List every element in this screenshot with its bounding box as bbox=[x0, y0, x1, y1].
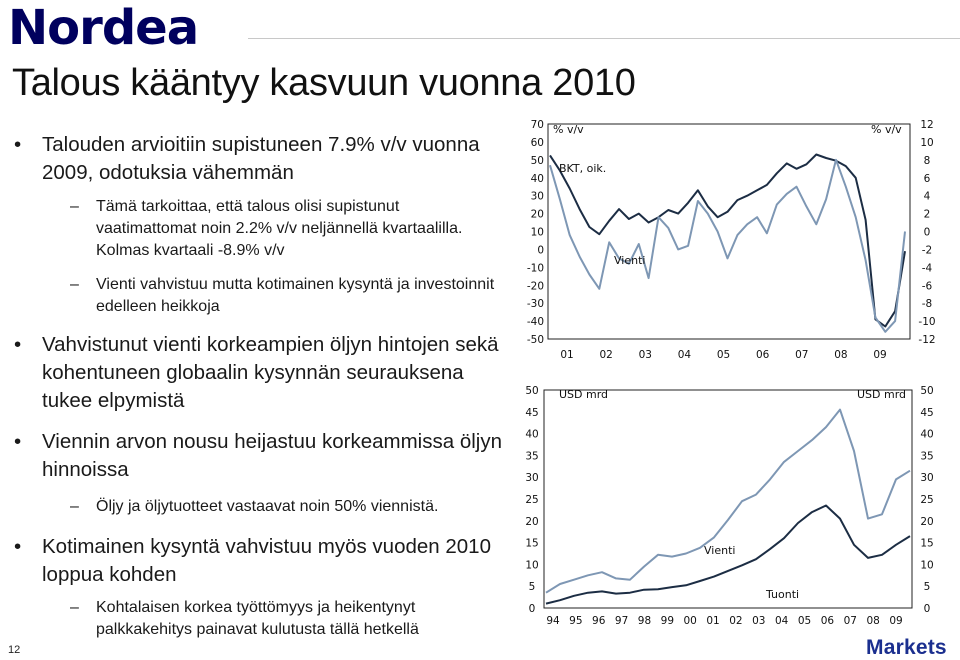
chart1-right-tick-label: -6 bbox=[921, 280, 933, 293]
chart2-right-tick-label: 30 bbox=[920, 472, 934, 485]
chart2-right-tick-label: 10 bbox=[920, 559, 934, 572]
chart1-x-tick-label: 04 bbox=[677, 349, 692, 361]
chart2-x-tick-label: 08 bbox=[866, 615, 880, 627]
chart1-series-label: BKT, oik. bbox=[559, 162, 607, 175]
chart1-x-tick-label: 06 bbox=[755, 349, 770, 361]
chart2-x-tick-label: 09 bbox=[889, 615, 903, 627]
chart1-left-unit: % v/v bbox=[553, 123, 584, 136]
chart2-left-tick-label: 5 bbox=[528, 581, 536, 594]
chart1-right-tick-label: 2 bbox=[923, 208, 931, 221]
chart1-x-tick-label: 01 bbox=[560, 349, 574, 361]
chart2-x-tick-label: 00 bbox=[683, 615, 697, 627]
chart2-right-unit: USD mrd bbox=[857, 388, 907, 401]
chart1-left-tick-label: 10 bbox=[530, 226, 544, 239]
chart2-x-tick-label: 97 bbox=[614, 615, 629, 627]
chart2-x-tick-label: 96 bbox=[592, 615, 606, 627]
chart2-left-tick-label: 30 bbox=[525, 472, 539, 485]
chart2-left-unit: USD mrd bbox=[559, 388, 609, 401]
chart2-left-tick-label: 25 bbox=[525, 494, 539, 506]
slide-title: Talous kääntyy kasvuun vuonna 2010 bbox=[12, 62, 636, 104]
chart1-right-tick-label: -8 bbox=[921, 298, 933, 311]
nordea-logo bbox=[8, 0, 208, 50]
chart1-x-tick-label: 02 bbox=[599, 349, 613, 361]
chart2-right-tick-label: 45 bbox=[920, 406, 934, 419]
chart1-left-tick-label: 0 bbox=[537, 244, 544, 257]
chart2-x-tick-label: 98 bbox=[637, 615, 652, 627]
chart1-x-tick-label: 08 bbox=[834, 349, 848, 361]
header-divider bbox=[248, 38, 960, 39]
chart1-series-label: Vienti bbox=[614, 254, 646, 267]
chart1-left-tick-label: -30 bbox=[526, 298, 544, 311]
chart1-right-tick-label: -10 bbox=[918, 316, 936, 329]
chart1-frame bbox=[548, 124, 910, 339]
chart2-left-tick-label: 15 bbox=[525, 537, 539, 550]
chart2-left-tick-label: 45 bbox=[525, 406, 539, 419]
chart1-left-tick-label: -20 bbox=[526, 280, 544, 293]
chart2-x-tick-label: 94 bbox=[546, 615, 560, 627]
chart1-right-tick-label: -12 bbox=[918, 334, 936, 346]
chart2-right-tick-label: 35 bbox=[920, 450, 934, 463]
chart1-right-tick-label: 10 bbox=[920, 136, 934, 149]
chart1-right-tick-label: 8 bbox=[923, 154, 931, 167]
chart1-left-tick-label: 40 bbox=[530, 172, 544, 185]
chart2-right-tick-label: 40 bbox=[920, 428, 934, 441]
chart2-x-tick-label: 05 bbox=[797, 615, 812, 627]
chart1-right-tick-label: 12 bbox=[920, 119, 934, 131]
markets-brand: Markets bbox=[866, 636, 947, 659]
chart2-left-tick-label: 10 bbox=[525, 559, 539, 572]
chart1-left-tick-label: -10 bbox=[526, 262, 544, 275]
chart2-series-label: Vienti bbox=[704, 544, 736, 557]
chart1-left-tick-label: 30 bbox=[530, 190, 544, 203]
chart1-left-tick-label: 20 bbox=[530, 208, 544, 221]
chart2-left-tick-label: 20 bbox=[525, 515, 539, 528]
chart1-left-tick-label: -40 bbox=[526, 316, 544, 329]
chart1-right-tick-label: 0 bbox=[923, 226, 931, 239]
chart1-x-tick-label: 07 bbox=[795, 349, 809, 361]
chart2-right-tick-label: 20 bbox=[920, 515, 934, 528]
chart2-series-line bbox=[546, 506, 910, 604]
chart2-left-tick-label: 40 bbox=[525, 428, 539, 441]
chart1-left-tick-label: -50 bbox=[526, 334, 544, 346]
chart2-x-tick-label: 99 bbox=[660, 615, 675, 627]
chart2-right-tick-label: 15 bbox=[920, 537, 934, 550]
chart2-frame bbox=[544, 390, 912, 608]
chart1-x-tick-label: 03 bbox=[638, 349, 652, 361]
chart2-right-tick-label: 0 bbox=[923, 603, 931, 615]
chart1-right-tick-label: 6 bbox=[923, 172, 931, 185]
chart2-right-tick-label: 50 bbox=[920, 385, 934, 397]
chart1-series-line bbox=[550, 155, 905, 327]
chart2-left-tick-label: 50 bbox=[525, 385, 539, 397]
chart1-left-tick-label: 60 bbox=[530, 136, 544, 149]
chart2-x-tick-label: 04 bbox=[774, 615, 789, 627]
chart2-right-tick-label: 5 bbox=[923, 581, 931, 594]
chart2-x-tick-label: 06 bbox=[820, 615, 835, 627]
chart1-series-line bbox=[550, 160, 905, 332]
chart1-left-tick-label: 50 bbox=[530, 154, 544, 167]
chart2-x-tick-label: 03 bbox=[752, 615, 766, 627]
page-number: 12 bbox=[8, 644, 21, 656]
chart2-x-tick-label: 95 bbox=[569, 615, 583, 627]
chart1-x-tick-label: 09 bbox=[873, 349, 887, 361]
chart1-x-tick-label: 05 bbox=[716, 349, 731, 361]
chart1-right-unit: % v/v bbox=[871, 123, 902, 136]
chart2-series-line bbox=[546, 410, 910, 593]
chart1-left-tick-label: 70 bbox=[530, 119, 544, 131]
svg-text:Nordea: Nordea bbox=[8, 0, 199, 50]
chart2-x-tick-label: 01 bbox=[706, 615, 720, 627]
chart2-left-tick-label: 35 bbox=[525, 450, 539, 463]
chart1-right-tick-label: 4 bbox=[923, 190, 931, 203]
chart2-x-tick-label: 07 bbox=[843, 615, 857, 627]
chart2-series-label: Tuonti bbox=[766, 588, 800, 601]
chart2-x-tick-label: 02 bbox=[729, 615, 743, 627]
chart2-left-tick-label: 0 bbox=[528, 603, 536, 615]
chart2-right-tick-label: 25 bbox=[920, 494, 934, 506]
chart1-right-tick-label: -2 bbox=[921, 244, 933, 257]
chart1-right-tick-label: -4 bbox=[921, 262, 933, 275]
